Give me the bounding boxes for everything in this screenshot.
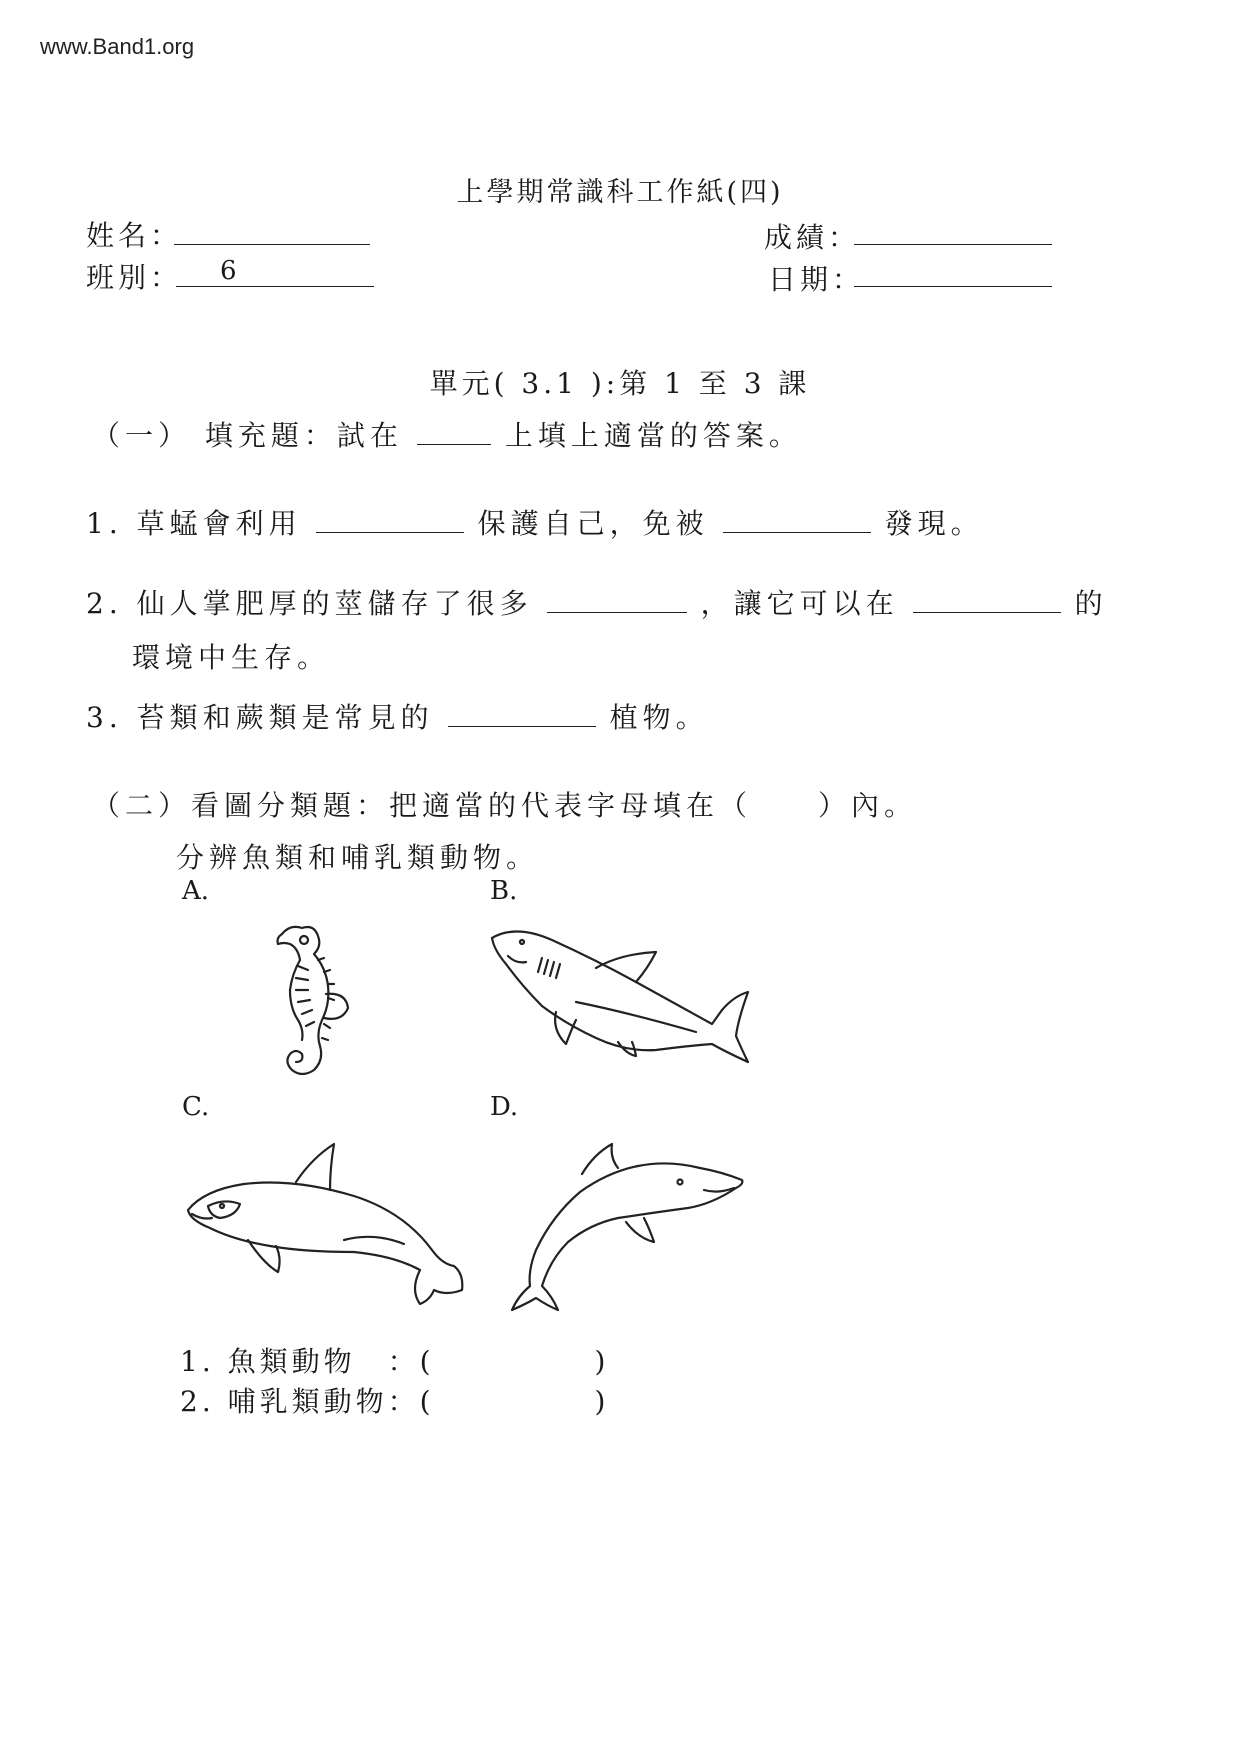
shark-icon [486,920,756,1066]
class-label: 班別： [86,261,183,294]
answer-mammal[interactable]: 2. 哺乳類動物：( ) [180,1385,610,1418]
q1-blank-2[interactable] [723,510,871,533]
label-b: B. [490,876,518,906]
q3-number: 3. [86,701,123,734]
label-d: D. [490,1092,519,1122]
q1-blank-1[interactable] [316,510,464,533]
unit-heading: 單元( 3.1 ):第 1 至 3 課 [429,367,811,400]
example-blank [417,422,491,445]
date-field[interactable] [854,286,1052,287]
q1-text-a: 草蜢會利用 [136,507,302,540]
label-c: C. [182,1092,210,1122]
question-1 [86,502,984,542]
q2-line2: 環境中生存。 [132,641,331,674]
worksheet-title: 上學期常識科工作紙(四) [456,177,784,208]
question-3 [86,696,709,736]
section1-heading-end: 上填上適當的答案。 [504,419,802,452]
q2-text-b: ，讓它可以在 [700,587,899,620]
orca-icon [184,1140,466,1310]
q3-text-a: 苔類和蕨類是常見的 [136,701,434,734]
q1-text-b: 保護自己，免被 [477,507,709,540]
date-label: 日期： [768,263,865,296]
score-label: 成績： [764,221,861,254]
class-value: 6 [220,256,237,286]
label-a: A. [182,876,210,906]
section1-heading-text: （一） 填充題：試在 [92,419,403,452]
question-2 [86,582,1108,622]
q3-blank[interactable] [448,704,596,727]
seahorse-icon [268,920,358,1082]
q1-number: 1. [86,507,123,540]
q3-text-b: 植物。 [609,701,709,734]
section1-heading [92,414,802,454]
site-watermark: www.Band1.org [40,34,195,59]
q2-blank-2[interactable] [913,590,1061,613]
score-field[interactable] [854,244,1052,245]
q2-text-a: 仙人掌肥厚的莖儲存了很多 [136,587,533,620]
name-field[interactable] [174,244,370,245]
answer-fish[interactable]: 1. 魚類動物 ：( ) [180,1345,610,1378]
q2-blank-1[interactable] [547,590,687,613]
section2-subheading: 分辨魚類和哺乳類動物。 [176,841,540,874]
q2-text-c: 的 [1074,587,1108,620]
q2-number: 2. [86,587,123,620]
q1-text-c: 發現。 [884,507,984,540]
class-field[interactable] [176,286,374,287]
section2-heading: （二）看圖分類題：把適當的代表字母填在（ ）內。 [92,789,918,822]
name-label: 姓名： [86,219,183,252]
dolphin-icon [508,1138,746,1314]
